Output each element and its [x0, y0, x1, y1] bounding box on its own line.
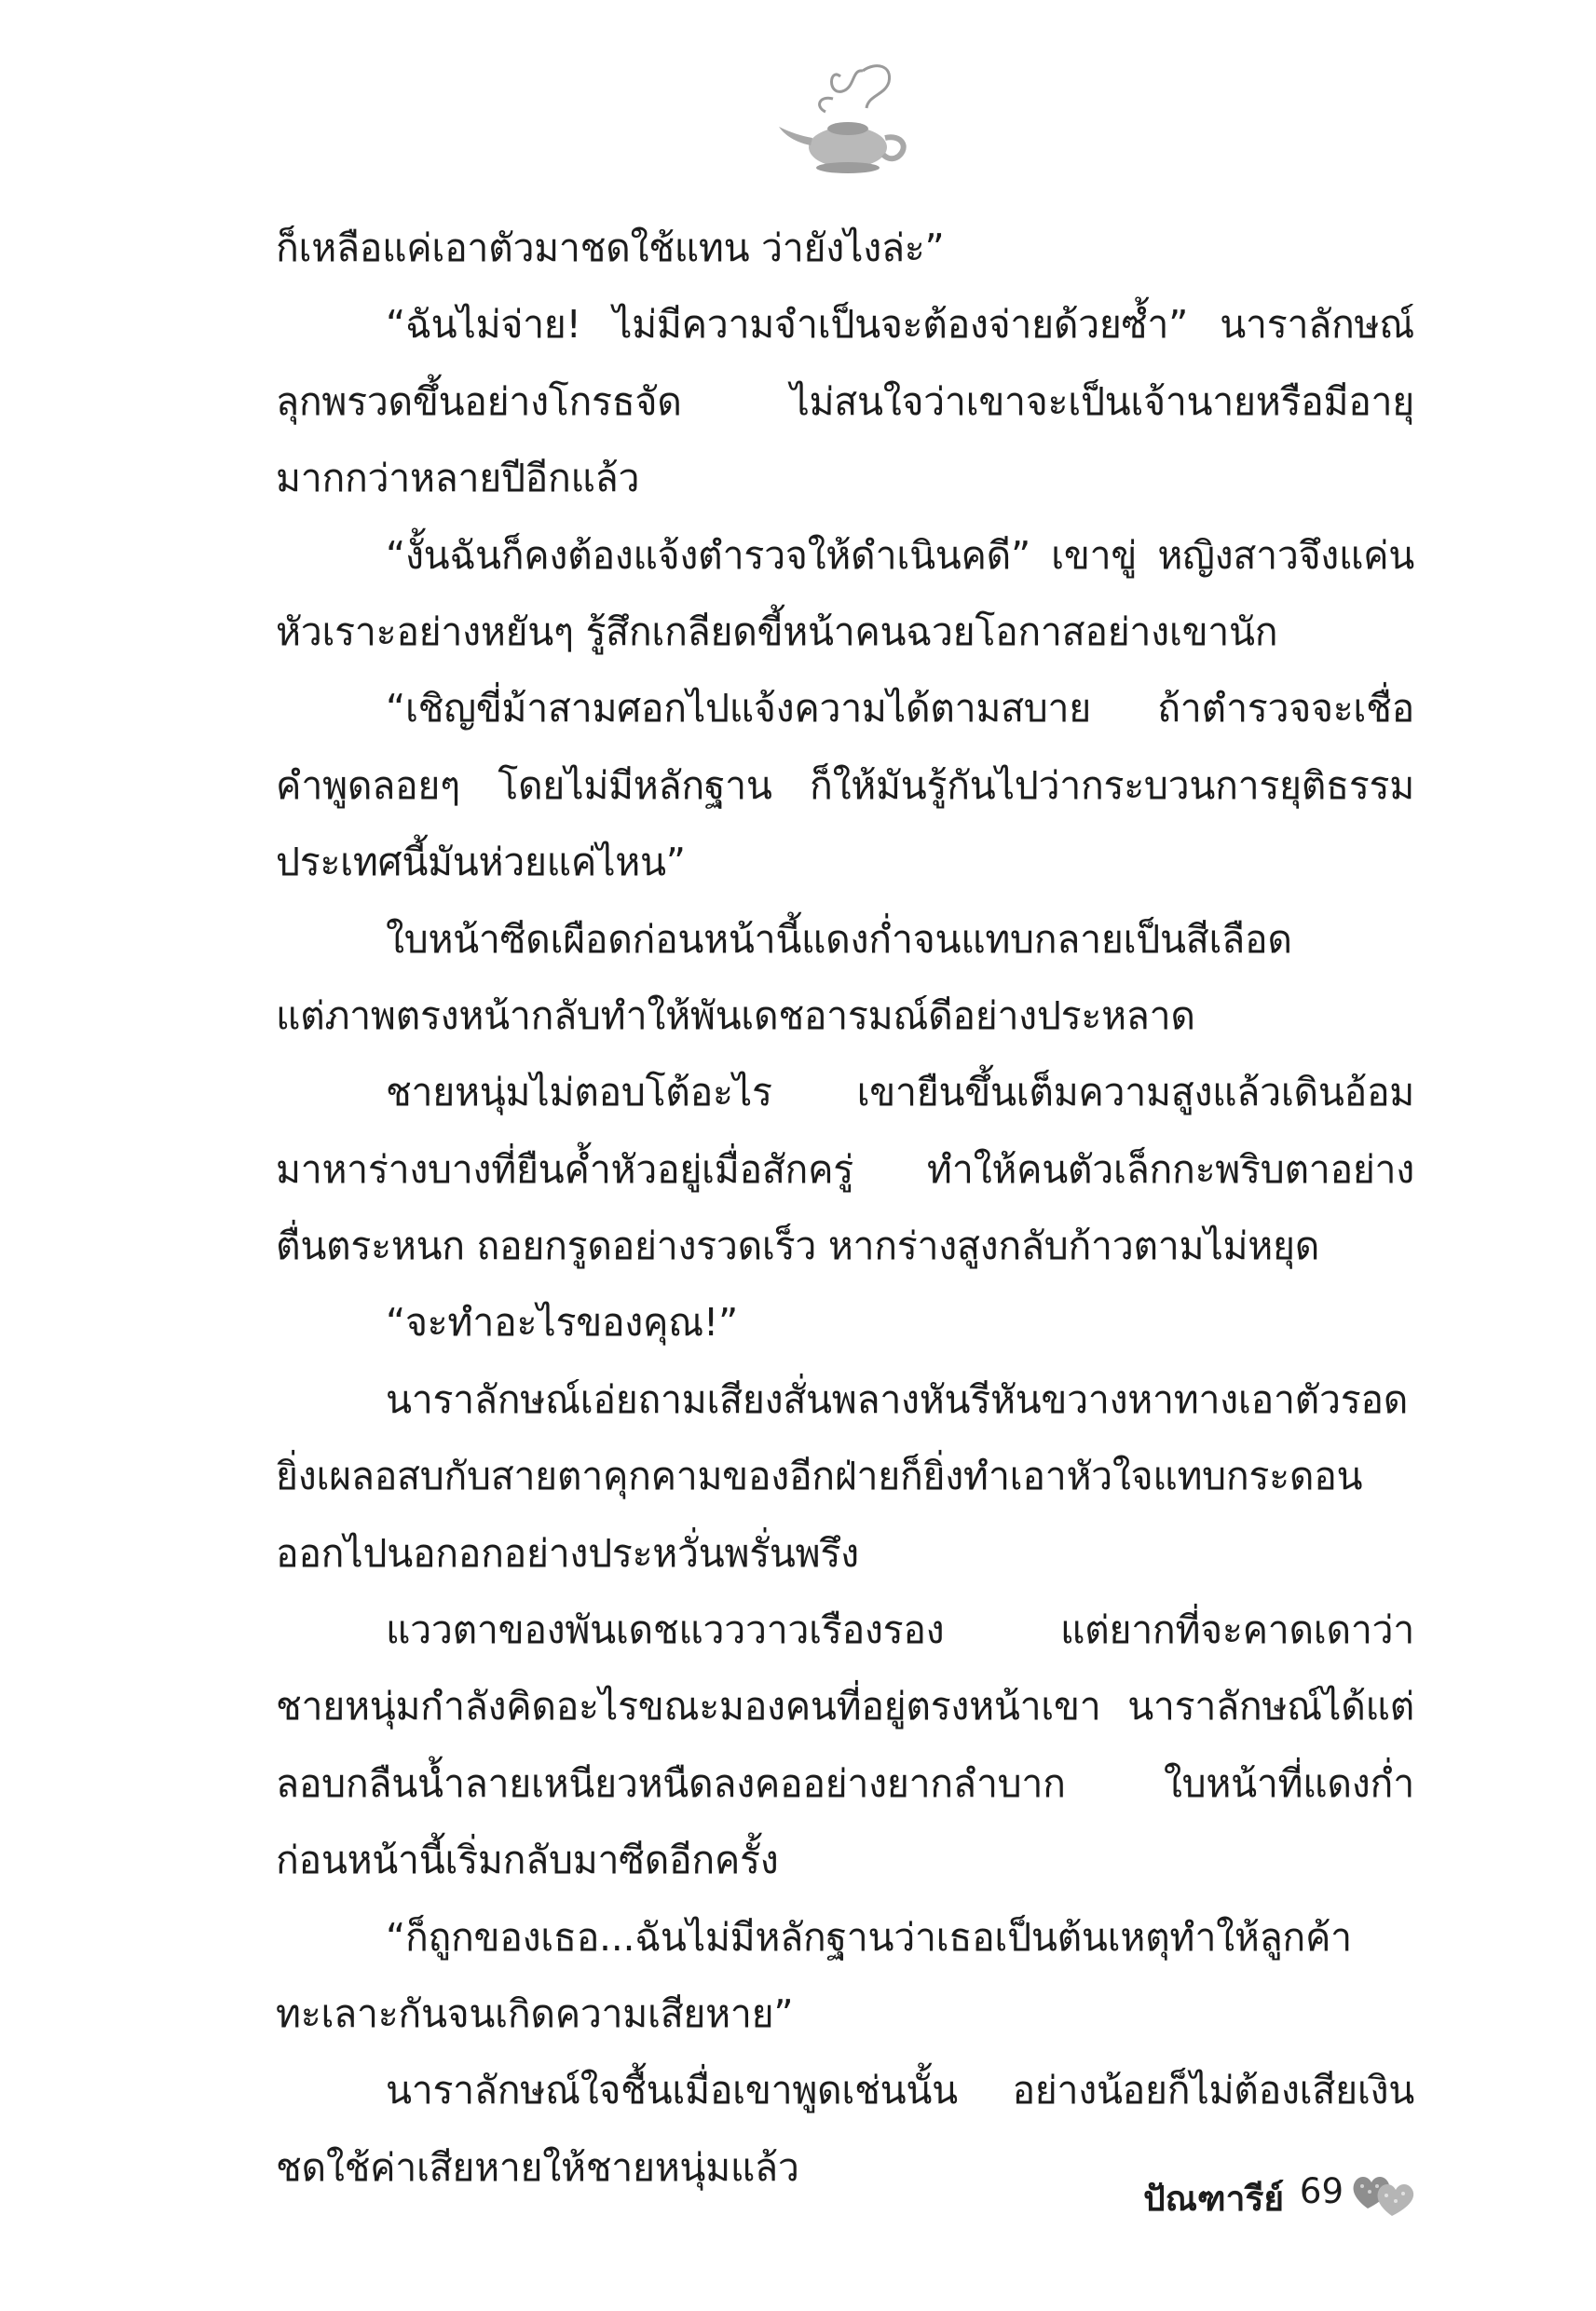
text-line: ชายหนุ่มไม่ตอบโต้อะไร เขายืนขึ้นเต็มความสูงแล้วเดินอ้อม — [386, 1070, 1414, 1115]
text-line: หัวเราะอย่างหยันๆ รู้สึกเกลียดขี้หน้าคนฉวยโอกาสอย่างเขานัก — [276, 609, 1278, 654]
text-line: นาราลักษณ์ใจชื้นเมื่อเขาพูดเช่นนั้น อย่างน้อยก็ไม่ต้องเสียเงิน — [386, 2068, 1414, 2113]
text-line: ตื่นตระหนก ถอยกรูดอย่างรวดเร็ว หากร่างสูงกลับก้าวตามไม่หยุด — [276, 1224, 1320, 1269]
text-line: “ก็ถูกของเธอ...ฉันไม่มีหลักฐานว่าเธอเป็นต้นเหตุทำให้ลูกค้า — [386, 1914, 1352, 1960]
text-line: ทะเลาะกันจนเกิดความเสียหาย” — [276, 1990, 794, 2036]
book-title: ปัณฑารีย์ — [1143, 2179, 1284, 2219]
page-footer — [1062, 2164, 1416, 2229]
page-number: 69 — [1299, 2171, 1344, 2211]
text-line: “จะทำอะไรของคุณ!” — [386, 1300, 738, 1346]
text-line: ออกไปนอกอกอย่างประหวั่นพรั่นพรึง — [276, 1530, 859, 1576]
text-line: ลอบกลืนน้ำลายเหนียวหนืดลงคออย่างยากลำบาก ใบหน้าที่แดงก่ำ — [276, 1760, 1414, 1806]
text-line: ลุกพรวดขึ้นอย่างโกรธจัด ไม่สนใจว่าเขาจะเป็นเจ้านายหรือมีอายุ — [276, 378, 1414, 424]
text-line: ชดใช้ค่าเสียหายให้ชายหนุ่มแล้ว — [276, 2144, 799, 2190]
text-line: ก่อนหน้านี้เริ่มกลับมาซีดอีกครั้ง — [276, 1838, 779, 1883]
text-line: ชายหนุ่มกำลังคิดอะไรขณะมองคนที่อยู่ตรงหน้าเขา นาราลักษณ์ได้แต่ — [276, 1684, 1414, 1730]
story-text — [276, 210, 1414, 2206]
text-line: มากกว่าหลายปีอีกแล้ว — [276, 456, 640, 501]
text-line: คำพูดลอยๆ โดยไม่มีหลักฐาน ก็ให้มันรู้กันไปว่ากระบวนการยุติธรรม — [276, 762, 1414, 808]
text-line: ประเทศนี้มันห่วยแค่ไหน” — [276, 840, 686, 885]
text-line: แต่ภาพตรงหน้ากลับทำให้พันเดชอารมณ์ดีอย่างประหลาด — [276, 992, 1195, 1038]
text-line: “เชิญขี่ม้าสามศอกไปแจ้งความได้ตามสบาย ถ้าตำรวจจะเชื่อ — [386, 686, 1414, 732]
text-line: ใบหน้าซีดเผือดก่อนหน้านี้แดงก่ำจนแทบกลายเป็นสีเลือด — [386, 916, 1292, 962]
text-line: ก็เหลือแค่เอาตัวมาชดใช้แทน ว่ายังไงล่ะ” — [276, 226, 945, 270]
text-line: “ฉันไม่จ่าย! ไม่มีความจำเป็นจะต้องจ่ายด้วยซ้ำ” นาราลักษณ์ — [386, 302, 1414, 348]
hearts-icon — [1349, 2167, 1416, 2220]
text-line: แววตาของพันเดชแวววาวเรืองรอง แต่ยากที่จะคาดเดาว่า — [386, 1607, 1414, 1653]
text-line: มาหาร่างบางที่ยืนค้ำหัวอยู่เมื่อสักครู่ ทำให้คนตัวเล็กกะพริบตาอย่าง — [276, 1146, 1414, 1192]
text-line: “งั้นฉันก็คงต้องแจ้งตำรวจให้ดำเนินคดี” เขาขู่ หญิงสาวจึงแค่น — [386, 532, 1414, 578]
text-line: ยิ่งเผลอสบกับสายตาคุกคามของอีกฝ่ายก็ยิ่งทำเอาหัวใจแทบกระดอน — [276, 1454, 1363, 1499]
text-line: นาราลักษณ์เอ่ยถามเสียงสั่นพลางหันรีหันขวางหาทางเอาตัวรอด — [386, 1376, 1409, 1422]
teapot-ornament-icon — [773, 58, 922, 179]
